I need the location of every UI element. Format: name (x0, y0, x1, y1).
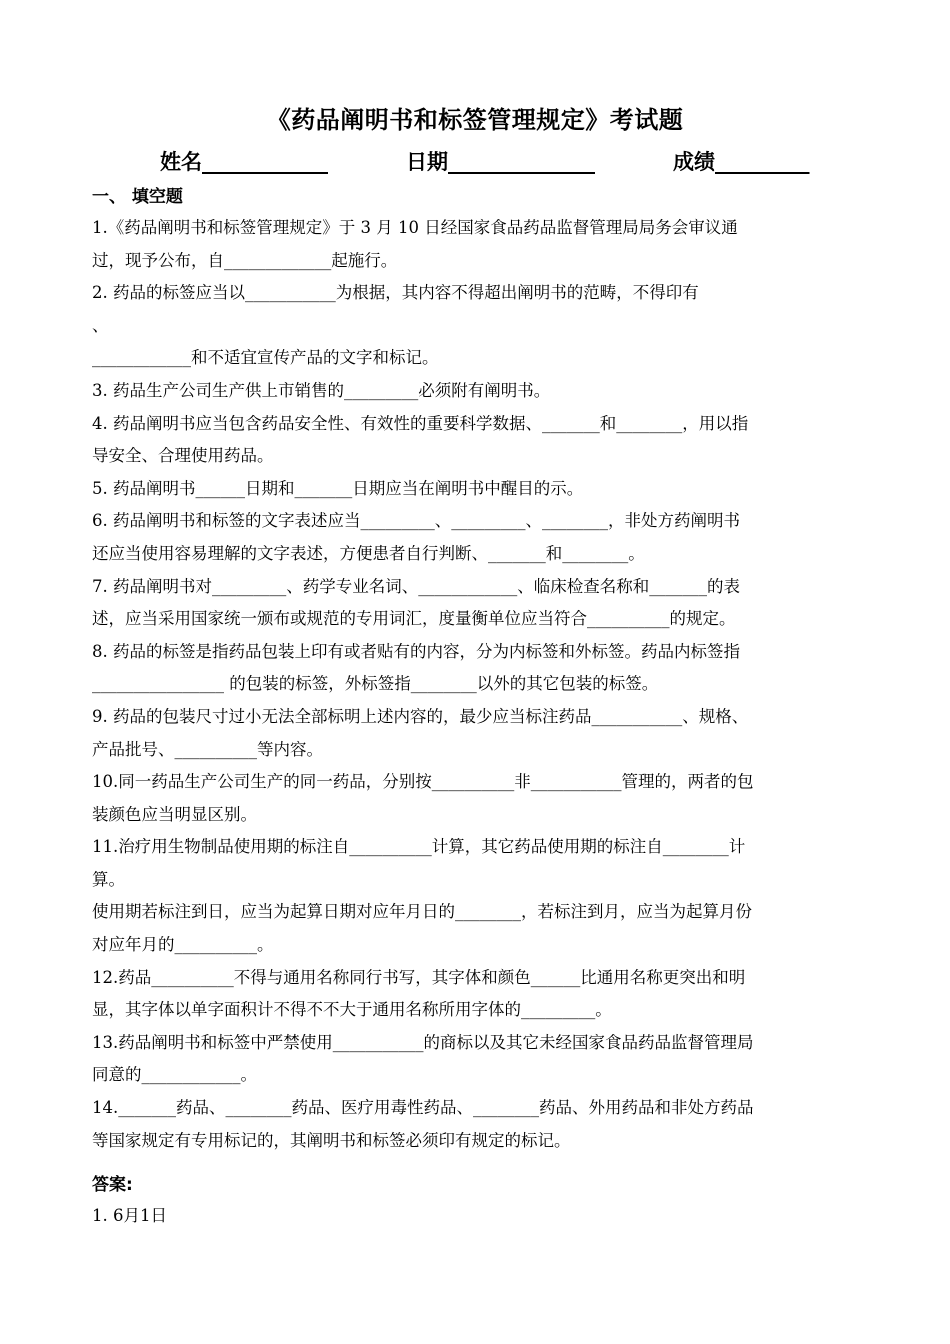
question-line: ________________ 的包装的标签，外标签指________以外的其它包装的标签。 (92, 674, 659, 694)
answer-line: 1. 6月1日 (92, 1206, 167, 1225)
question-line: 13.药品阐明书和标签中严禁使用___________的商标以及其它未经国家食品药品监督管理局 (92, 1032, 754, 1052)
question-list (92, 212, 862, 1157)
name-field: 姓名____________ (160, 150, 328, 174)
question-line: 等国家规定有专用标记的，其阐明书和标签必须印有规定的标记。 (92, 1130, 571, 1150)
question-line: 产品批号、__________等内容。 (92, 739, 323, 759)
student-info-row (0, 146, 950, 178)
question-line: 使用期若标注到日，应当为起算日期对应年月日的________，若标注到月，应当为起算月份 (92, 902, 752, 922)
question-line: 算。 (92, 869, 125, 889)
question-line: 6. 药品阐明书和标签的文字表述应当_________、_________、________，非处方药阐明书 (92, 511, 740, 531)
score-field: 成绩_________ (673, 150, 810, 174)
question-line: 8. 药品的标签是指药品包装上印有或者贴有的内容，分为内标签和外标签。药品内标签指 (92, 641, 740, 661)
question-line: 过，现予公布，自_____________起施行。 (92, 250, 398, 270)
question-line: 还应当使用容易理解的文字表述，方便患者自行判断、_______和________。 (92, 543, 645, 563)
answers-heading: 答案: (92, 1175, 133, 1195)
question-line: 装颜色应当明显区别。 (92, 804, 257, 824)
question-line: 对应年月的__________。 (92, 935, 274, 955)
question-line: 7. 药品阐明书对_________、药学专业名词、____________、临床检查名称和_______的表 (92, 576, 740, 596)
question-line: 10.同一药品生产公司生产的同一药品，分别按__________非___________管理的，两者的包 (92, 772, 754, 792)
question-line: 3. 药品生产公司生产供上市销售的_________必须附有阐明书。 (92, 380, 551, 400)
question-line: 12.药品__________不得与通用名称同行书写，其字体和颜色______比通用名称更突出和明 (92, 967, 746, 987)
question-line: 、 (92, 315, 109, 335)
question-line: 显，其字体以单字面积计不得不不大于通用名称所用字体的_________。 (92, 1000, 612, 1020)
question-line: 导安全、合理使用药品。 (92, 446, 274, 466)
question-line: 11.治疗用生物制品使用期的标注自__________计算，其它药品使用期的标注自________计 (92, 837, 746, 857)
question-line: 述，应当采用国家统一颁布或规范的专用词汇，度量衡单位应当符合__________的规定。 (92, 609, 736, 629)
question-line: 4. 药品阐明书应当包含药品安全性、有效性的重要科学数据、_______和________，用以指 (92, 413, 749, 433)
question-line: ____________和不适宜宣传产品的文字和标记。 (92, 348, 439, 368)
question-line: 同意的____________。 (92, 1065, 257, 1085)
document-title: 《药品阐明书和标签管理规定》考试题 (266, 106, 684, 134)
question-line: 5. 药品阐明书______日期和_______日期应当在阐明书中醒目的示。 (92, 478, 584, 498)
section-heading-fill-in: 一、 填空题 (92, 187, 183, 207)
question-line: 1.《药品阐明书和标签管理规定》于 3 月 10 日经国家食品药品监督管理局局务会审议通 (92, 218, 738, 237)
question-line: 14._______药品、________药品、医疗用毒性药品、________药品、外用药品和非处方药品 (92, 1098, 754, 1118)
question-line: 2. 药品的标签应当以___________为根据，其内容不得超出阐明书的范畴，不得印有 (92, 283, 699, 303)
date-field: 日期______________ (406, 150, 595, 174)
question-line: 9. 药品的包装尺寸过小无法全部标明上述内容的，最少应当标注药品___________、规格、 (92, 706, 749, 726)
